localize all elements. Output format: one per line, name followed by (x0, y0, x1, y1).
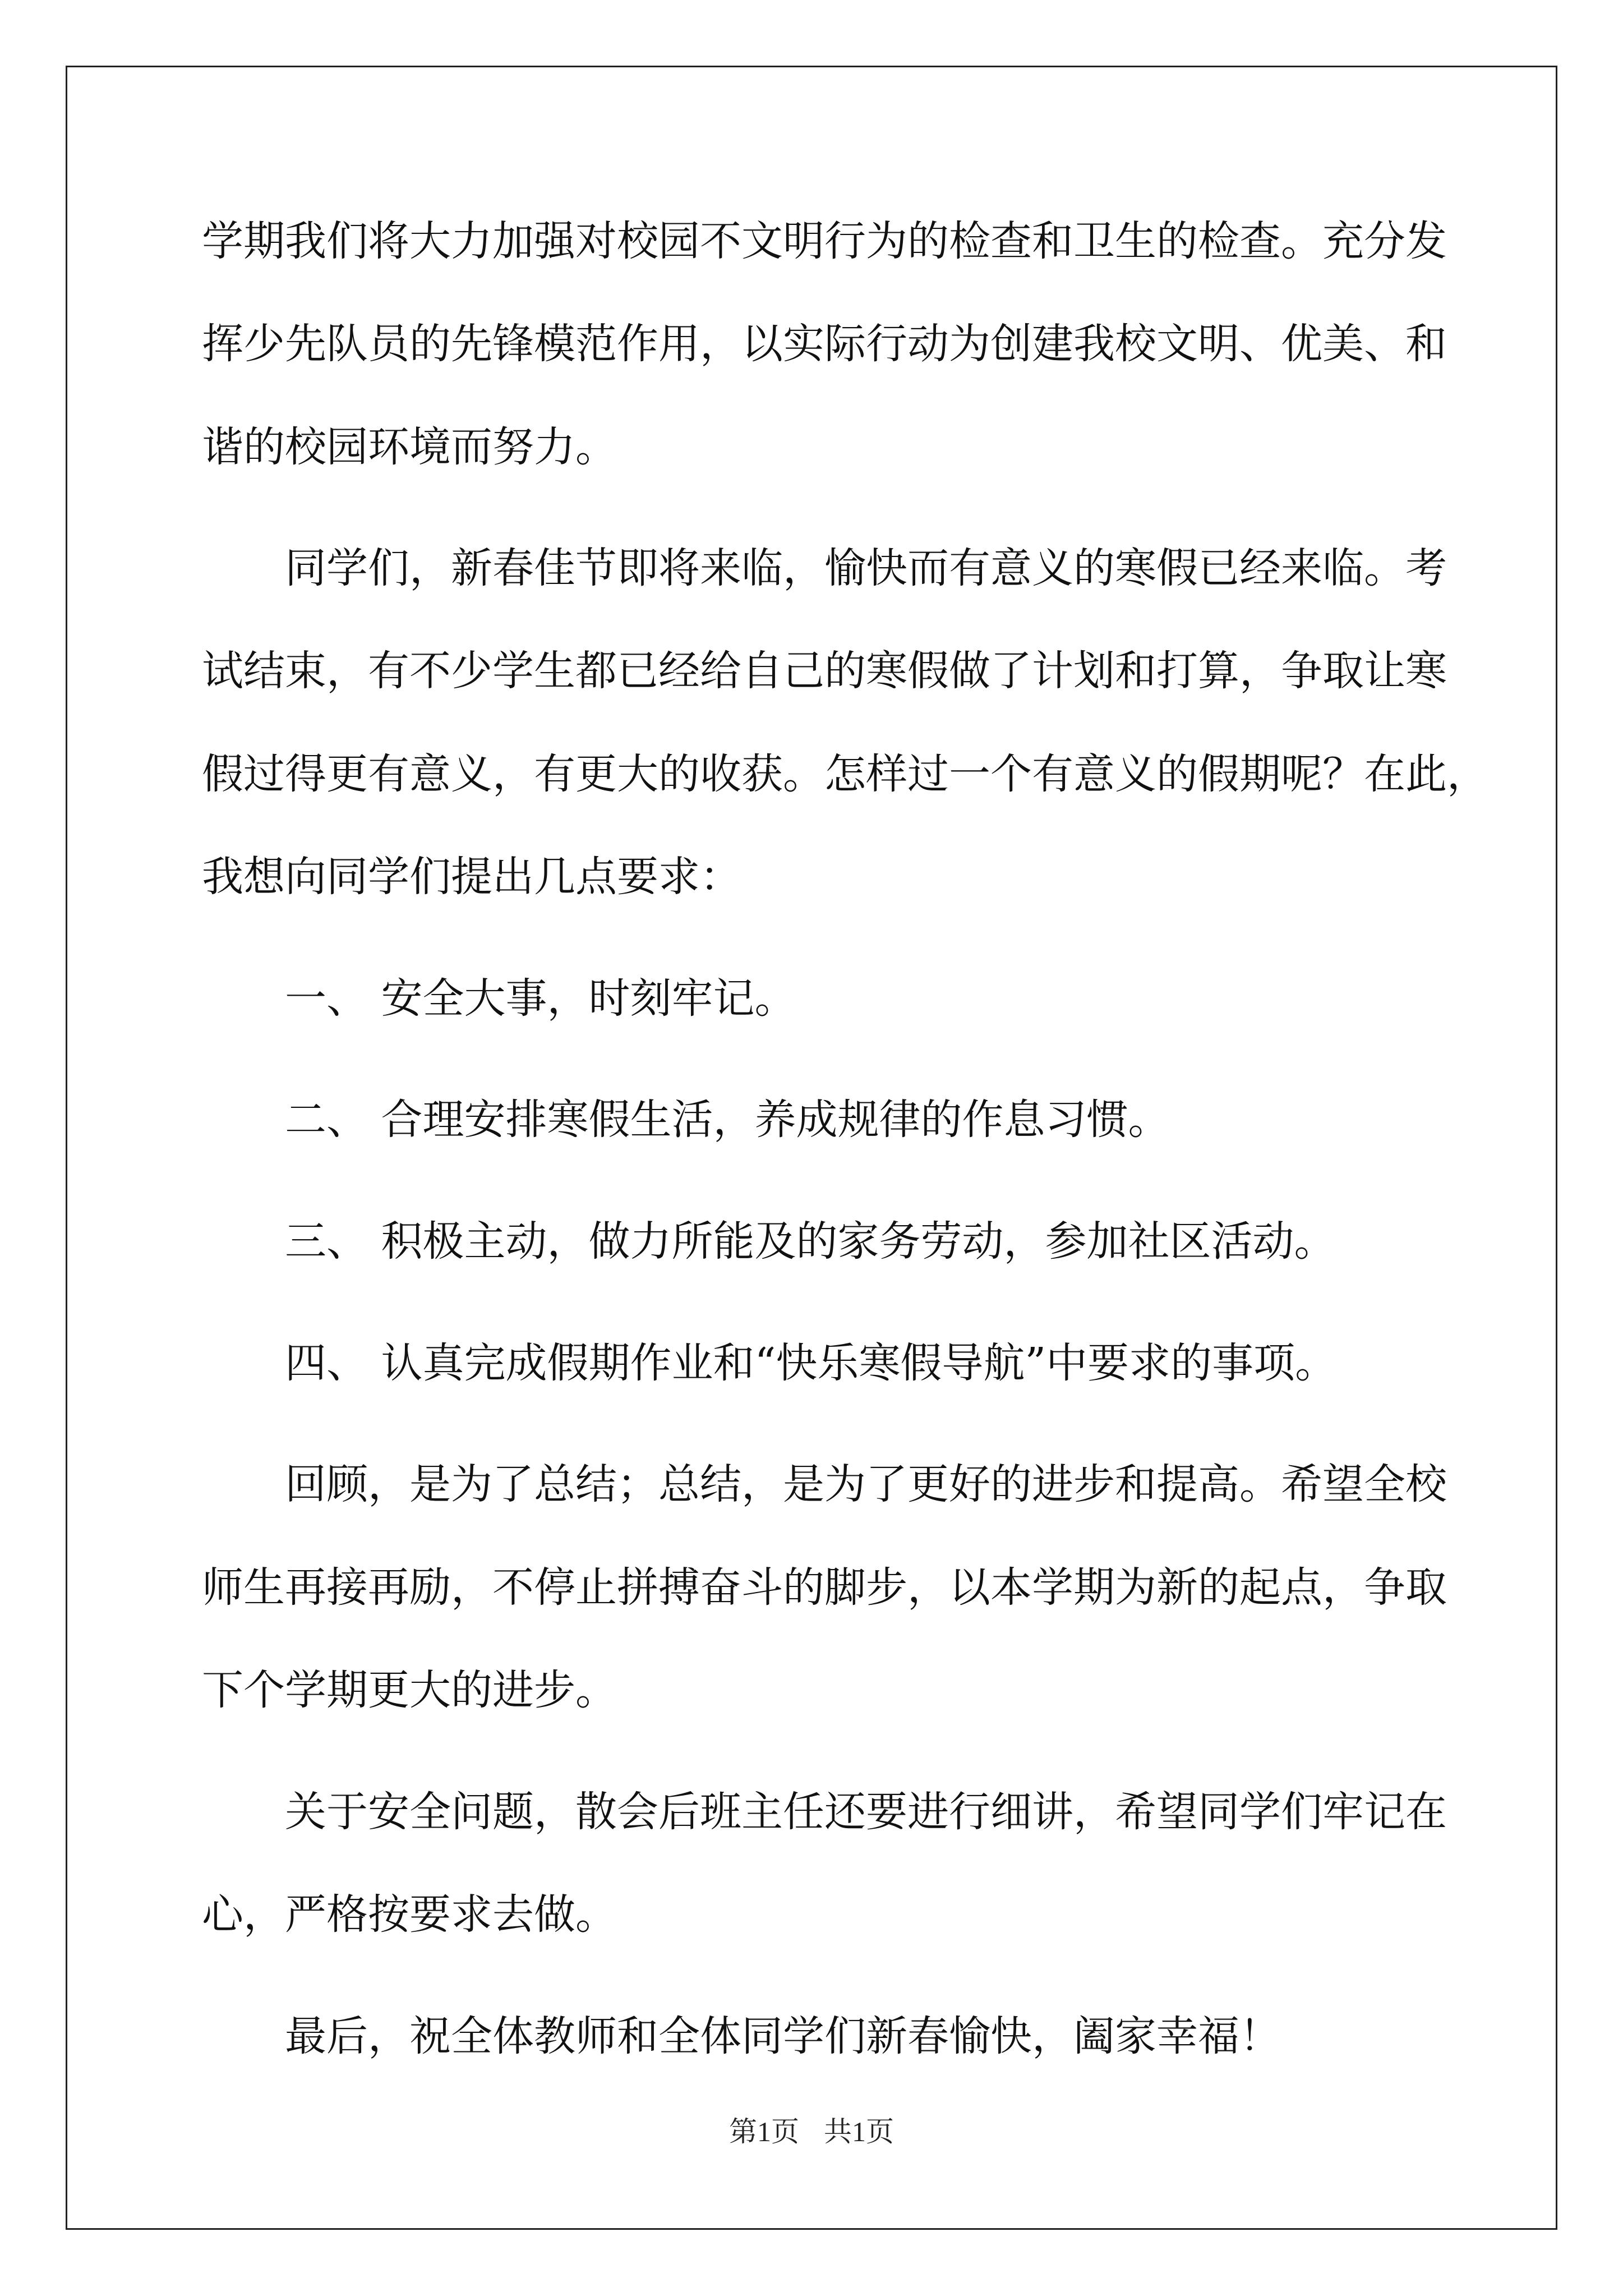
text-line: 心，严格按要求去做。 (202, 1890, 617, 1939)
text-line: 最后，祝全体教师和全体同学们新春愉快，阖家幸福！ (285, 2012, 1281, 2060)
text-line: 谐的校园环境而努力。 (202, 423, 617, 471)
text-line: 回顾，是为了总结；总结，是为了更好的进步和提高。希望全校 (285, 1460, 1447, 1508)
text-line: 下个学期更大的进步。 (202, 1666, 617, 1714)
page-total: 共1页 (824, 2116, 894, 2147)
page-number: 第1页 (729, 2116, 799, 2147)
list-item: 一、 安全大事，时刻牢记。 (285, 974, 796, 1023)
text-line: 学期我们将大力加强对校园不文明行为的检查和卫生的检查。充分发 (202, 217, 1447, 265)
text-line: 挥少先队员的先锋模范作用，以实际行动为创建我校文明、优美、和 (202, 320, 1447, 368)
text-line: 关于安全问题，散会后班主任还要进行细讲，希望同学们牢记在 (285, 1788, 1447, 1836)
list-item: 四、 认真完成假期作业和“快乐寒假导航”中要求的事项。 (285, 1339, 1337, 1387)
text-line: 试结束，有不少学生都已经给自己的寒假做了计划和打算，争取让寒 (202, 647, 1447, 695)
page-footer (0, 2109, 1623, 2150)
text-line: 同学们，新春佳节即将来临，愉快而有意义的寒假已经来临。考 (285, 544, 1447, 592)
text-line: 师生再接再励，不停止拼搏奋斗的脚步，以本学期为新的起点，争取 (202, 1563, 1447, 1612)
list-item: 二、 合理安排寒假生活，养成规律的作息习惯。 (285, 1096, 1170, 1144)
text-line: 我想向同学们提出几点要求： (202, 853, 741, 901)
list-item: 三、 积极主动，做力所能及的家务劳动，参加社区活动。 (285, 1217, 1336, 1266)
text-line: 假过得更有意义，有更大的收获。怎样过一个有意义的假期呢？在此， (202, 750, 1488, 798)
